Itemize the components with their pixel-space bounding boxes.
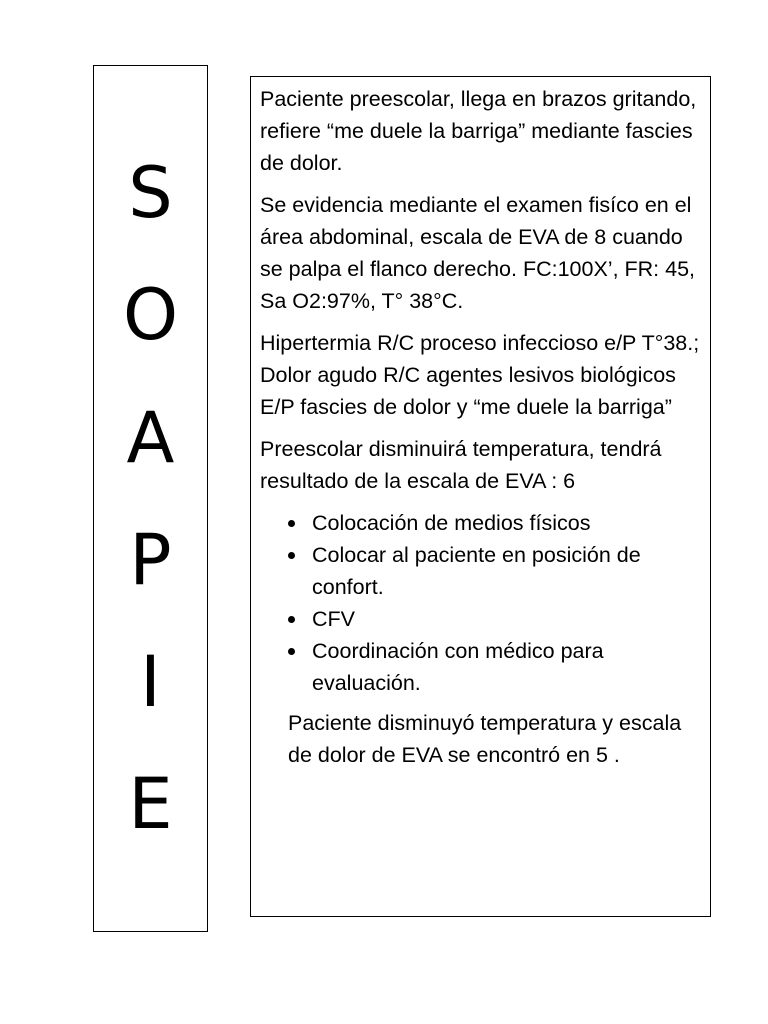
letter-p: P (129, 519, 172, 601)
letter-e: E (128, 763, 173, 845)
letter-a: A (126, 397, 175, 479)
list-item (288, 635, 702, 699)
soapie-content-box (250, 76, 711, 917)
bullet-icon (288, 520, 295, 527)
bullet-icon (288, 616, 295, 623)
list-item (288, 539, 702, 603)
list-item (288, 507, 702, 539)
intervention-text: CFV (312, 607, 355, 631)
plan-text: Preescolar disminuirá temperatura, tendrá resultado de la escala de EVA : 6 (260, 437, 662, 493)
intervention-text: Coordinación con médico para evaluación. (312, 639, 604, 695)
objective-text: Se evidencia mediante el examen fisíco en el área abdominal, escala de EVA de 8 cuando se palpa el flanco derecho. FC:100X’, FR: 45, Sa O2:97%, T° 38°C. (260, 193, 696, 313)
bullet-icon (288, 552, 295, 559)
letter-s: S (128, 152, 173, 234)
letter-o: O (122, 274, 179, 356)
assessment-text: Hipertermia R/C proceso infeccioso e/P T°38.; Dolor agudo R/C agentes lesivos biológicos E/P fascies de dolor y “me duele la barriga” (260, 331, 700, 419)
interventions-list (260, 507, 702, 699)
bullet-icon (288, 648, 295, 655)
soapie-letters-column (93, 65, 208, 932)
letter-i: I (140, 641, 161, 723)
evaluation-text: Paciente disminuyó temperatura y escala de dolor de EVA se encontró en 5 . (288, 711, 682, 767)
intervention-text: Colocar al paciente en posición de confort. (312, 543, 641, 599)
subjective-text: Paciente preescolar, llega en brazos gritando, refiere “me duele la barriga” mediante fascies de dolor. (260, 87, 697, 175)
intervention-text: Colocación de medios físicos (312, 511, 591, 535)
list-item (288, 603, 702, 635)
